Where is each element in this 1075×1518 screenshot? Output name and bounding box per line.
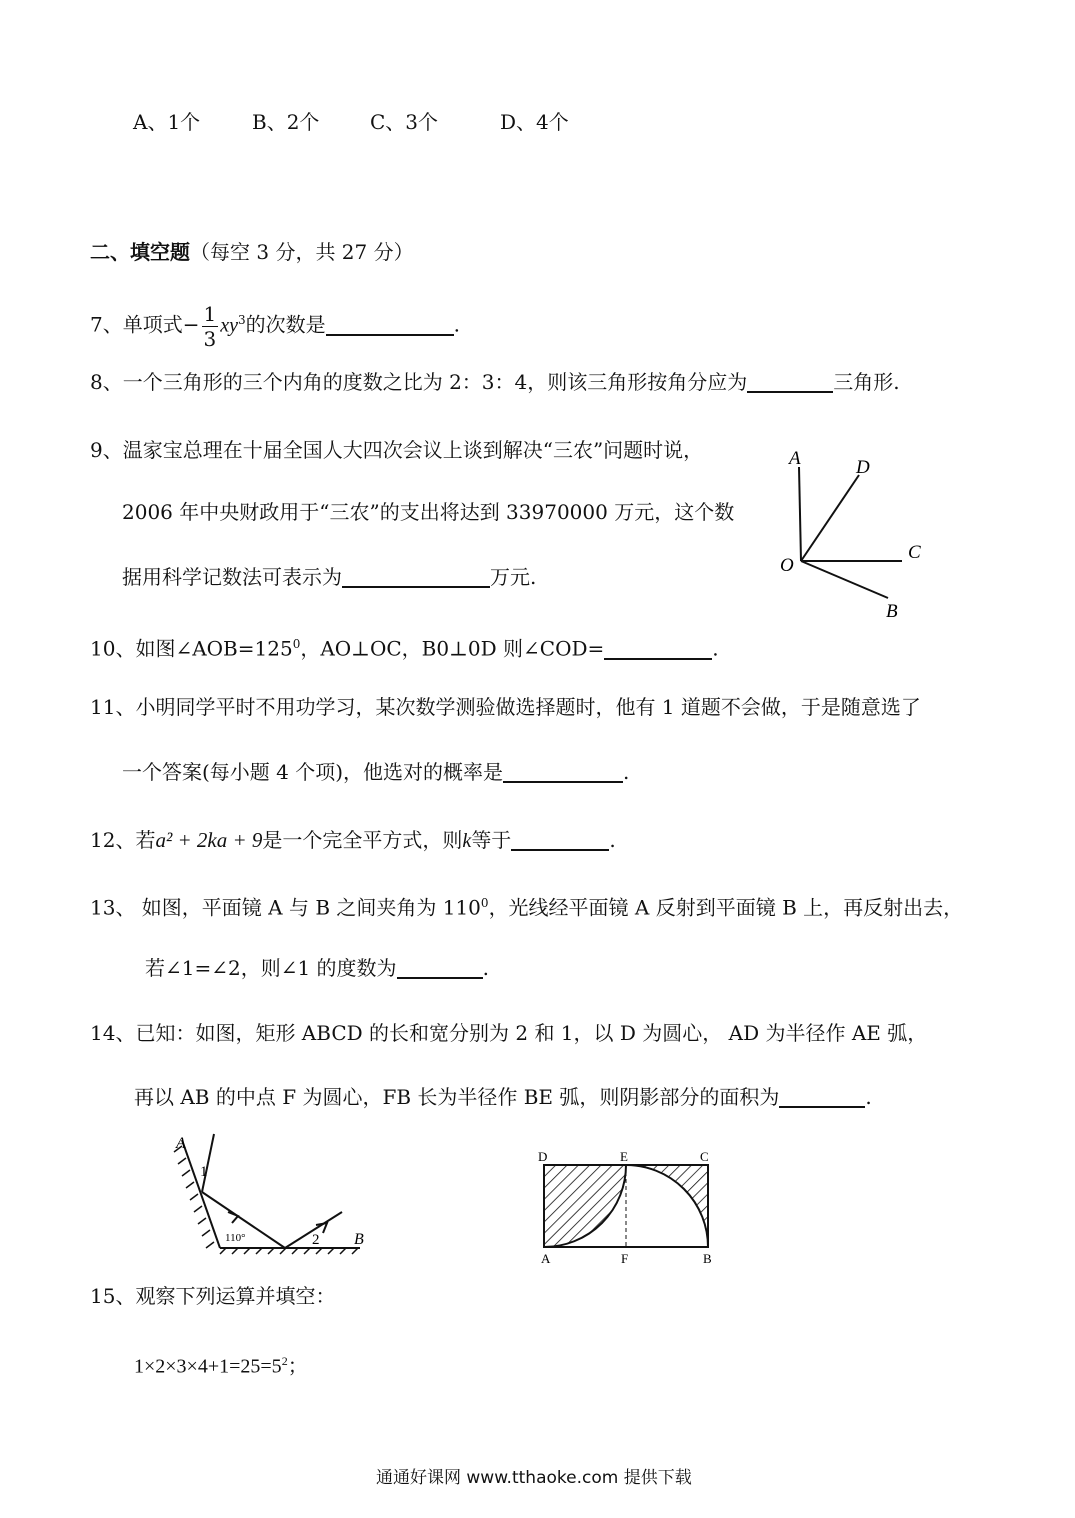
q10-text2: ，AO⊥OC，B0⊥0D 则∠COD= — [300, 636, 605, 661]
mirror-figure — [170, 1130, 370, 1258]
q8-text: 8、一个三角形的三个内角的度数之比为 2：3：4，则该三角形按角分应为 — [90, 370, 748, 394]
q7-frac-den: 3 — [203, 326, 217, 351]
q9-end: 万元. — [490, 565, 537, 589]
section-header — [90, 239, 414, 265]
rectangle-figure — [530, 1145, 730, 1270]
q7-var: xy — [220, 314, 238, 337]
q11-end: . — [623, 760, 630, 784]
q9-answer-blank[interactable] — [342, 566, 490, 588]
q13-end: . — [482, 956, 489, 980]
mirror-a — [182, 1140, 220, 1248]
q12-prefix: 12、若 — [90, 828, 156, 852]
q13-sup: 0 — [480, 896, 489, 910]
q13-line1a: 13、 如图，平面镜 A 与 B 之间夹角为 110 — [90, 895, 481, 920]
rect-label-b: B — [703, 1251, 712, 1266]
q12-mid: 是一个完全平方式，则 — [262, 828, 463, 852]
q13-line1b: ，光线经平面镜 A 反射到平面镜 B 上，再反射出去， — [488, 895, 964, 920]
q11-answer-blank[interactable] — [503, 761, 623, 783]
angle-figure — [770, 440, 940, 625]
q7-minus: − — [182, 312, 200, 337]
question-8 — [90, 369, 900, 395]
question-10 — [90, 631, 719, 662]
question-13-line1 — [90, 890, 963, 921]
q14-end: . — [865, 1085, 872, 1109]
mirror-label-b: B — [354, 1231, 364, 1248]
question-11-line2 — [122, 759, 629, 785]
rect-label-a: A — [541, 1251, 551, 1266]
arrow-1 — [228, 1212, 238, 1223]
q10-text: 10、如图∠AOB=125 — [90, 636, 293, 661]
q7-prefix: 7、单项式 — [90, 312, 183, 337]
q15-text: 15、观察下列运算并填空： — [90, 1284, 336, 1308]
q12-suffix: 等于 — [471, 828, 512, 852]
angle-label-2: 2 — [312, 1232, 320, 1248]
q13-line2-text: 若∠1=∠2，则∠1 的度数为 — [145, 956, 397, 980]
q7-exp: 3 — [238, 313, 246, 327]
shaded-region-right — [626, 1165, 708, 1247]
mirror-label-a: A — [176, 1135, 186, 1152]
page-footer: 通通好课网 www.tthaoke.com 提供下载 — [376, 1468, 692, 1488]
option-a: A、1个 — [133, 110, 201, 134]
q15-calc: 1×2×3×4+1=25=5 — [134, 1355, 282, 1378]
q15-calc-sup: 2 — [281, 1354, 288, 1368]
question-12 — [90, 827, 616, 854]
q11-line2-text: 一个答案(每小题 4 个项)，他选对的概率是 — [122, 760, 504, 784]
question-7 — [90, 300, 460, 349]
q10-sup: 0 — [292, 637, 301, 651]
q14-answer-blank[interactable] — [779, 1086, 865, 1108]
q14-line1: 14、已知：如图，矩形 ABCD 的长和宽分别为 2 和 1，以 D 为圆心， AD 为半径作 AE 弧， — [90, 1021, 928, 1045]
q10-answer-blank[interactable] — [604, 638, 712, 660]
q14-line2-text: 再以 AB 的中点 F 为圆心，FB 长为半径作 BE 弧，则阴影部分的面积为 — [134, 1085, 780, 1109]
q7-frac-num: 1 — [203, 301, 217, 326]
q13-answer-blank[interactable] — [397, 957, 483, 979]
ray-ob — [801, 561, 888, 598]
q10-end: . — [712, 636, 719, 661]
q7-fraction — [202, 301, 219, 351]
q9-line1: 9、温家宝总理在十届全国人大四次会议上谈到解决“三农”问题时说， — [90, 438, 704, 462]
q12-var: k — [462, 830, 472, 852]
rect-label-c: C — [700, 1149, 709, 1164]
section-title: 二、填空题 — [90, 240, 190, 264]
rect-label-e: E — [620, 1149, 628, 1164]
q7-answer-blank[interactable] — [326, 314, 454, 336]
question-9-line3 — [122, 564, 536, 590]
q8-answer-blank[interactable] — [747, 371, 833, 393]
option-b: B、2个 — [252, 110, 320, 134]
option-d: D、4个 — [500, 110, 569, 134]
label-o: O — [780, 555, 794, 576]
q12-end: . — [609, 828, 616, 852]
q15-calc-end: ； — [287, 1355, 308, 1378]
option-c: C、3个 — [370, 110, 439, 134]
label-b: B — [886, 601, 898, 622]
q12-expr: a² + 2ka + 9 — [155, 828, 263, 852]
q9-line2: 2006 年中央财政用于“三农”的支出将达到 33970000 万元，这个数 — [122, 500, 735, 524]
angle-label-1: 1 — [200, 1164, 208, 1180]
question-14-line2 — [134, 1084, 872, 1110]
incident-ray — [202, 1134, 214, 1192]
section-note: （每空 3 分，共 27 分） — [190, 240, 414, 264]
angle-label-110: 110° — [225, 1232, 246, 1244]
q12-answer-blank[interactable] — [511, 829, 609, 851]
q7-suffix: 的次数是 — [245, 312, 326, 337]
question-15-calc — [134, 1348, 308, 1380]
ray-od — [801, 475, 859, 561]
rect-label-f: F — [621, 1251, 629, 1266]
label-a: A — [789, 448, 801, 469]
q8-end: 三角形. — [833, 370, 900, 394]
label-c: C — [908, 542, 921, 563]
q11-line1: 11、小明同学平时不用功学习，某次数学测验做选择题时，他有 1 道题不会做，于是随意选了 — [90, 695, 921, 719]
question-13-line2 — [145, 955, 489, 981]
rect-label-d: D — [538, 1149, 548, 1164]
shaded-region-left — [544, 1165, 626, 1247]
ray-oa — [799, 467, 801, 561]
q7-end: . — [453, 312, 460, 337]
q9-line3-text: 据用科学记数法可表示为 — [122, 565, 342, 589]
label-d: D — [856, 457, 870, 478]
